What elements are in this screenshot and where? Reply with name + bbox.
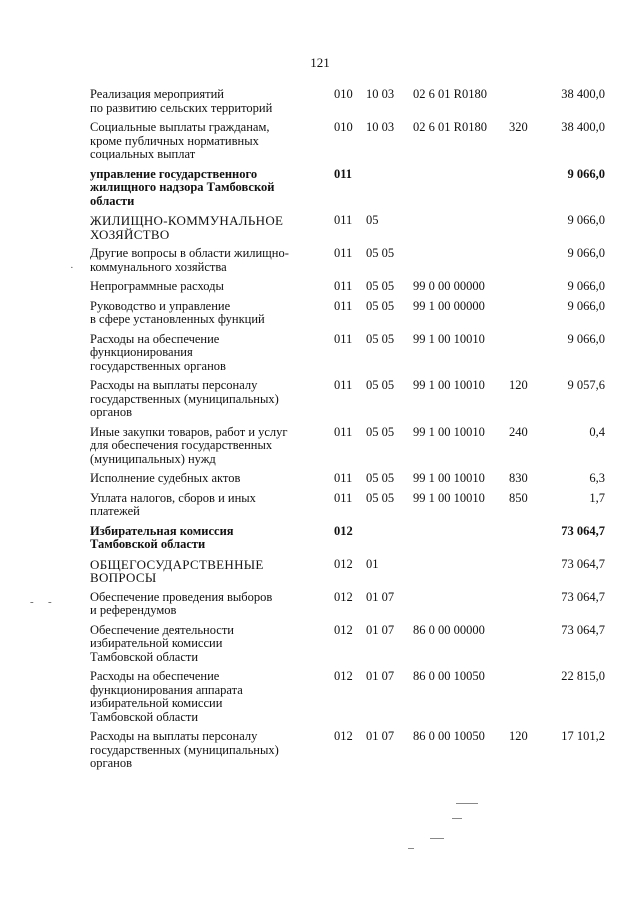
row-grbs: 011: [334, 166, 353, 181]
row-name: Руководство и управление в сфере установленных функций: [90, 298, 265, 326]
row-sum: 9 066,0: [567, 246, 605, 260]
row-expense-type: 240: [509, 424, 528, 439]
row-name: Социальные выплаты гражданам, кроме публичных нормативных социальных выплат: [90, 120, 270, 161]
row-target-article: 99 1 00 00000: [413, 298, 485, 313]
row-sum: 38 400,0: [561, 120, 605, 134]
scan-smudge: [408, 848, 414, 849]
table-row: [0, 525, 640, 558]
row-expense-type: 830: [509, 471, 528, 485]
table-row: [0, 492, 640, 525]
row-target-article: 02 6 01 R0180: [413, 87, 487, 101]
table-row: [0, 472, 640, 492]
row-name: Иные закупки товаров, работ и услуг для обеспечения государственных (муниципальных) нужд: [90, 424, 288, 466]
table-row: [0, 300, 640, 333]
row-grbs: 012: [334, 622, 353, 637]
row-target-article: 99 1 00 10010: [413, 471, 485, 485]
row-name: Исполнение судебных актов: [90, 471, 241, 485]
row-name: Обеспечение деятельности избирательной комиссии Тамбовской области: [90, 622, 235, 664]
table-row: [0, 730, 640, 777]
row-section: 01 07: [366, 589, 395, 604]
row-section: 01: [366, 556, 379, 571]
row-grbs: 011: [334, 213, 353, 227]
row-expense-type: 850: [509, 490, 528, 505]
row-sum: 6,3: [589, 471, 605, 485]
scan-speck: ·: [70, 262, 74, 274]
page-number: 121: [310, 55, 330, 70]
row-grbs: 011: [334, 471, 353, 485]
row-grbs: 011: [334, 490, 353, 505]
row-name: Реализация мероприятий по развитию сельских территорий: [90, 87, 273, 115]
row-target-article: 02 6 01 R0180: [413, 120, 487, 134]
row-name: Избирательная комиссия Тамбовской области: [90, 523, 234, 551]
row-section: 05: [366, 213, 379, 227]
row-expense-type: 120: [509, 729, 528, 743]
row-section: 01 07: [366, 669, 395, 683]
row-grbs: 012: [334, 589, 353, 604]
row-grbs: 011: [334, 279, 353, 293]
table-row: [0, 121, 640, 168]
row-section: 05 05: [366, 471, 395, 485]
scan-smudge: [452, 818, 462, 819]
row-grbs: 011: [334, 424, 353, 439]
row-section: 01 07: [366, 622, 395, 637]
row-sum: 9 066,0: [567, 213, 605, 227]
row-section: 10 03: [366, 120, 395, 134]
row-section: 05 05: [366, 279, 395, 293]
row-section: 05 05: [366, 298, 395, 313]
row-target-article: 86 0 00 00000: [413, 622, 485, 637]
row-grbs: 011: [334, 246, 353, 260]
row-name: ОБЩЕГОСУДАРСТВЕННЫЕ ВОПРОСЫ: [90, 556, 264, 585]
row-target-article: 99 1 00 10010: [413, 424, 485, 439]
table-row: [0, 558, 640, 591]
row-grbs: 012: [334, 669, 353, 683]
row-sum: 73 064,7: [561, 556, 605, 571]
scan-speck: -: [48, 596, 52, 608]
scan-smudge: [430, 838, 444, 839]
row-sum: 9 066,0: [567, 279, 605, 293]
table-row: [0, 214, 640, 247]
row-target-article: 99 1 00 10010: [413, 331, 485, 346]
row-sum: 73 064,7: [561, 622, 605, 637]
row-section: 05 05: [366, 331, 395, 346]
row-sum: 9 066,0: [567, 298, 605, 313]
row-name: Расходы на обеспечение функционирования государственных органов: [90, 331, 226, 373]
row-sum: 22 815,0: [561, 669, 605, 683]
row-grbs: 011: [334, 298, 353, 313]
row-sum: 9 057,6: [567, 378, 605, 392]
scan-smudge: [456, 803, 478, 804]
row-grbs: 010: [334, 87, 353, 101]
row-name: Расходы на выплаты персоналу государственных (муниципальных) органов: [90, 729, 279, 770]
row-name: Непрограммные расходы: [90, 279, 224, 293]
table-row: [0, 247, 640, 280]
row-target-article: 99 0 00 00000: [413, 279, 485, 293]
row-sum: 0,4: [589, 424, 605, 439]
row-name: Другие вопросы в области жилищно- коммунального хозяйства: [90, 246, 289, 274]
row-grbs: 010: [334, 120, 353, 134]
table-row: [0, 624, 640, 671]
row-section: 01 07: [366, 729, 395, 743]
budget-table: [0, 88, 640, 777]
row-grbs: 011: [334, 331, 353, 346]
row-expense-type: 120: [509, 378, 528, 392]
row-name: Уплата налогов, сборов и иных платежей: [90, 490, 256, 518]
row-target-article: 99 1 00 10010: [413, 490, 485, 505]
row-sum: 1,7: [589, 490, 605, 505]
row-section: 05 05: [366, 424, 395, 439]
row-grbs: 011: [334, 378, 353, 392]
table-row: [0, 333, 640, 380]
row-name: ЖИЛИЩНО-КОММУНАЛЬНОЕ ХОЗЯЙСТВО: [90, 213, 284, 242]
row-target-article: 99 1 00 10010: [413, 378, 485, 392]
row-sum: 73 064,7: [561, 589, 605, 604]
row-name: управление государственного жилищного надзора Тамбовской области: [90, 166, 275, 208]
scan-speck: -: [30, 596, 34, 608]
row-grbs: 012: [334, 556, 353, 571]
row-grbs: 012: [334, 729, 353, 743]
row-section: 10 03: [366, 87, 395, 101]
row-section: 05 05: [366, 378, 395, 392]
table-row: [0, 379, 640, 426]
table-row: [0, 88, 640, 121]
row-name: Расходы на выплаты персоналу государственных (муниципальных) органов: [90, 378, 279, 419]
table-row: [0, 168, 640, 215]
row-sum: 9 066,0: [567, 331, 605, 346]
table-row: [0, 280, 640, 300]
row-target-article: 86 0 00 10050: [413, 729, 485, 743]
row-target-article: 86 0 00 10050: [413, 669, 485, 683]
table-row: [0, 591, 640, 624]
row-expense-type: 320: [509, 120, 528, 134]
row-name: Обеспечение проведения выборов и референдумов: [90, 589, 273, 617]
row-sum: 9 066,0: [567, 166, 605, 181]
table-row: [0, 426, 640, 473]
row-section: 05 05: [366, 246, 395, 260]
row-sum: 17 101,2: [561, 729, 605, 743]
row-name: Расходы на обеспечение функционирования аппарата избирательной комиссии Тамбовской области: [90, 669, 243, 724]
row-section: 05 05: [366, 490, 395, 505]
row-sum: 73 064,7: [561, 523, 605, 538]
table-row: [0, 670, 640, 730]
row-grbs: 012: [334, 523, 353, 538]
row-sum: 38 400,0: [561, 87, 605, 101]
